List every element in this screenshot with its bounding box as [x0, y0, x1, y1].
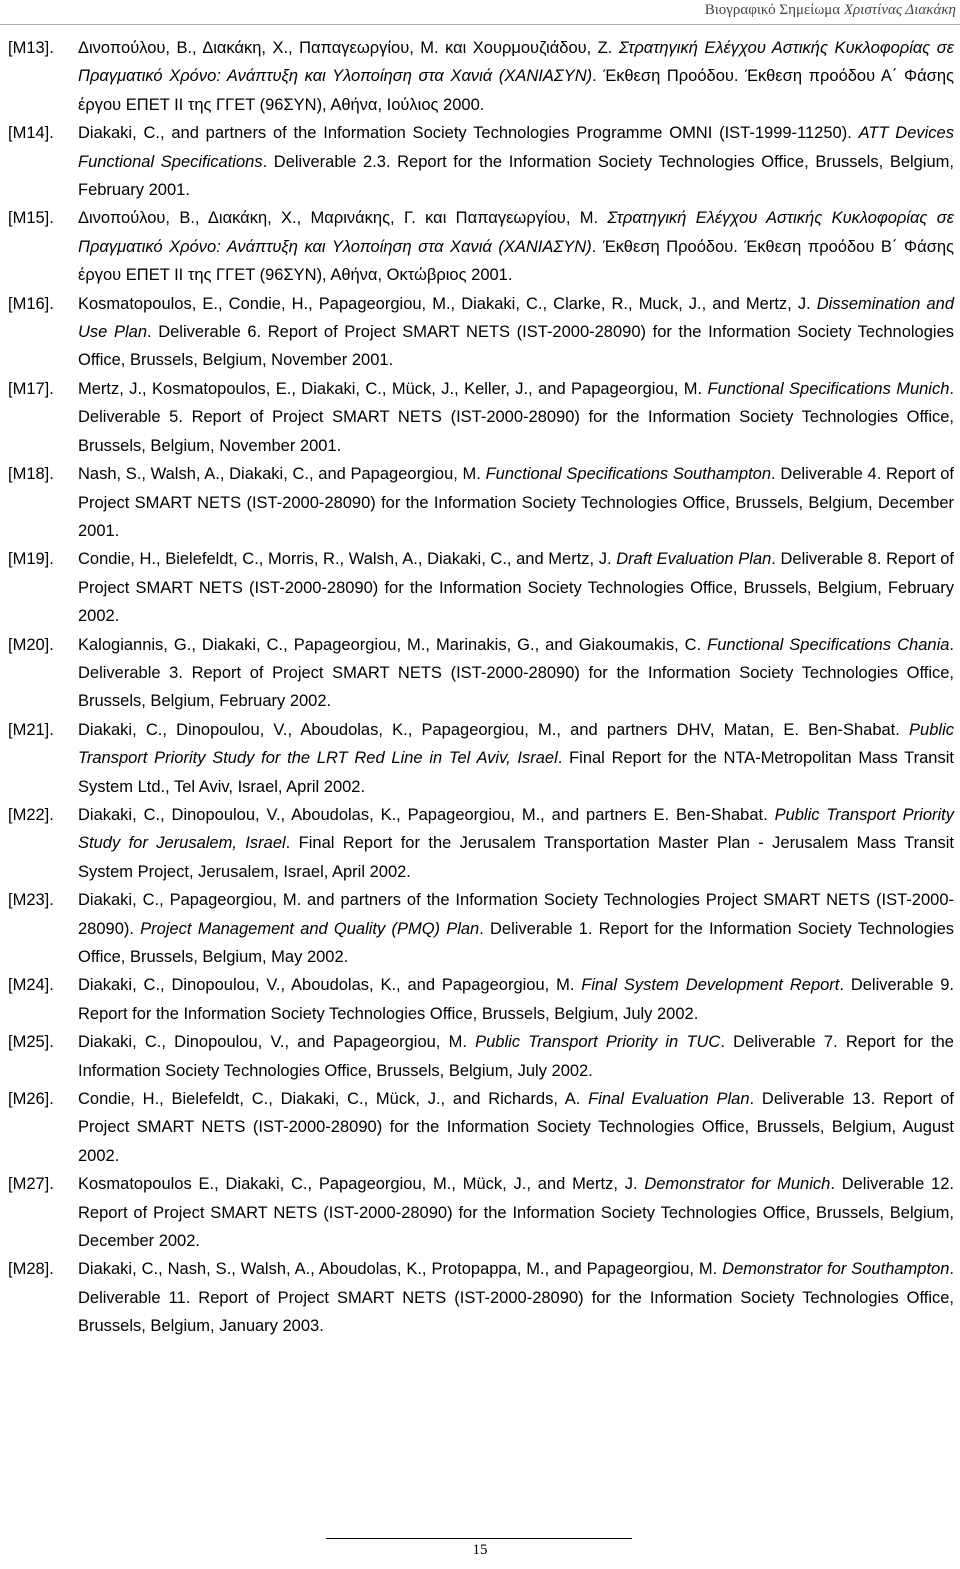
- reference-segment: . Deliverable 5. Report of Project SMART NETS (IST-2000-28090) for the Information Society Technologies Office, Brussels, Belgium, November 2001.: [78, 379, 954, 455]
- reference-label: [M26].: [8, 1090, 54, 1109]
- reference-text: [78, 204, 954, 289]
- reference-segment: . Έκθεση Προόδου. Έκθεση προόδου Β΄ Φάσης έργου ΕΠΕΤ ΙΙ της ΓΓΕΤ (96ΣΥΝ), Αθήνα, Οκτώβριος 2001.: [78, 237, 955, 285]
- reference-label: [M19].: [8, 550, 54, 569]
- reference-item: [8, 886, 954, 971]
- reference-text: [78, 34, 954, 119]
- reference-label: [M13].: [8, 39, 54, 57]
- reference-item: [8, 290, 954, 375]
- reference-segment: Diakaki, C., and partners of the Information Society Technologies Programme OMNI (IST-1999-11250).: [78, 124, 859, 143]
- reference-item: [8, 716, 954, 801]
- reference-text: [78, 716, 954, 801]
- reference-label: [M14].: [8, 124, 54, 143]
- reference-title: Final Evaluation Plan: [588, 1090, 750, 1109]
- reference-item: [8, 204, 954, 289]
- reference-label: [M24].: [8, 976, 54, 995]
- reference-text: [78, 1170, 954, 1255]
- reference-item: [8, 801, 954, 886]
- reference-text: [78, 119, 954, 204]
- reference-title: Functional Specifications Munich: [707, 379, 950, 398]
- reference-segment: Nash, S., Walsh, A., Diakaki, C., and Papageorgiou, M.: [78, 465, 486, 484]
- reference-item: [8, 119, 954, 204]
- reference-label: [M27].: [8, 1175, 54, 1194]
- reference-segment: . Deliverable 9. Report for the Information Society Technologies Office, Brussels, Belgium, July 2002.: [78, 976, 954, 1023]
- reference-item: [8, 1028, 954, 1085]
- header-plain: Βιογραφικό Σημείωμα: [704, 2, 844, 18]
- reference-segment: Diakaki, C., Nash, S., Walsh, A., Aboudolas, K., Protopappa, M., and Papageorgiou, M.: [78, 1260, 723, 1279]
- reference-item: [8, 34, 954, 119]
- reference-segment: Kalogiannis, G., Diakaki, C., Papageorgiou, M., Marinakis, G., and Giakoumakis, C.: [78, 635, 708, 654]
- reference-segment: . Final Report for the Jerusalem Transportation Master Plan - Jerusalem Mass Transit System Project, Jerusalem, Israel, April 2002.: [78, 834, 954, 881]
- header-rule: [0, 24, 960, 25]
- reference-label: [M15].: [8, 209, 54, 228]
- reference-segment: Condie, H., Bielefeldt, C., Diakaki, C., Mück, J., and Richards, A.: [78, 1090, 589, 1109]
- reference-text: [78, 460, 954, 545]
- reference-list: [8, 34, 954, 1341]
- reference-text: [78, 1028, 954, 1085]
- reference-label: [M23].: [8, 891, 54, 910]
- reference-text: [78, 971, 954, 1028]
- reference-title: ATT Devices Functional Specifications: [78, 124, 954, 171]
- reference-item: [8, 1255, 954, 1340]
- reference-text: [78, 375, 954, 460]
- reference-segment: . Deliverable 13. Report of Project SMART NETS (IST-2000-28090) for the Information Society Technologies Office, Brussels, Belgium, August 2002.: [78, 1090, 954, 1165]
- reference-segment: . Deliverable 8. Report of Project SMART NETS (IST-2000-28090) for the Information Society Technologies Office, Brussels, Belgium, February 2002.: [78, 550, 954, 626]
- reference-segment: Mertz, J., Kosmatopoulos, E., Diakaki, C., Mück, J., Keller, J., and Papageorgiou, M.: [78, 379, 708, 398]
- running-header: [705, 2, 956, 19]
- reference-segment: . Deliverable 7. Report for the Information Society Technologies Office, Brussels, Belgium, July 2002.: [78, 1033, 954, 1080]
- reference-title: Dissemination and Use Plan: [78, 294, 954, 342]
- reference-segment: . Final Report for the NTA-Metropolitan Mass Transit System Ltd., Tel Aviv, Israel, April 2002.: [78, 749, 954, 796]
- reference-text: [78, 1255, 954, 1340]
- reference-title: Demonstrator for Southampton: [722, 1260, 950, 1279]
- reference-label: [M25].: [8, 1033, 54, 1052]
- reference-segment: . Deliverable 3. Report of Project SMART NETS (IST-2000-28090) for the Information Society Technologies Office, Brussels, Belgium, February 2002.: [78, 635, 954, 711]
- reference-text: [78, 886, 954, 971]
- header-italic: Χριστίνας Διακάκη: [843, 2, 956, 18]
- footer-rule: [326, 1538, 632, 1539]
- page-number: 15: [472, 1542, 488, 1558]
- reference-label: [M17].: [8, 379, 54, 398]
- reference-text: [78, 631, 954, 716]
- reference-segment: . Deliverable 12. Report of Project SMART NETS (IST-2000-28090) for the Information Society Technologies Office, Brussels, Belgium, December 2002.: [78, 1175, 954, 1251]
- reference-segment: Kosmatopoulos, E., Condie, H., Papageorgiou, M., Diakaki, C., Clarke, R., Muck, J., and Mertz, J.: [78, 294, 817, 313]
- reference-segment: . Deliverable 2.3. Report for the Information Society Technologies Office, Brussels, Belgium, February 2001.: [78, 152, 955, 200]
- reference-segment: Diakaki, C., Dinopoulou, V., and Papageorgiou, M.: [78, 1033, 476, 1052]
- reference-title: Functional Specifications Chania: [707, 635, 950, 654]
- reference-segment: Condie, H., Bielefeldt, C., Morris, R., Walsh, A., Diakaki, C., and Mertz, J.: [78, 550, 617, 569]
- reference-item: [8, 631, 954, 716]
- reference-segment: . Έκθεση Προόδου. Έκθεση προόδου Α΄ Φάσης έργου ΕΠΕΤ ΙΙ της ΓΓΕΤ (96ΣΥΝ), Αθήνα, Ιούλιος 2000.: [78, 67, 954, 114]
- reference-segment: . Deliverable 1. Report for the Information Society Technologies Office, Brussels, Belgium, May 2002.: [78, 919, 954, 966]
- reference-text: [78, 290, 954, 375]
- reference-segment: Diakaki, C., Papageorgiou, M. and partners of the Information Society Technologies Project SMART NETS (IST-2000-28090).: [78, 891, 954, 938]
- reference-item: [8, 1170, 954, 1255]
- reference-label: [M21].: [8, 720, 54, 739]
- reference-title: Demonstrator for Munich: [644, 1175, 831, 1194]
- reference-segment: . Deliverable 4. Report of Project SMART NETS (IST-2000-28090) for the Information Society Technologies Office, Brussels, Belgium, December 2001.: [78, 465, 954, 540]
- reference-title: Public Transport Priority Study for Jerusalem, Israel: [78, 805, 954, 853]
- reference-item: [8, 1085, 954, 1170]
- reference-text: [78, 1085, 954, 1170]
- reference-text: [78, 545, 954, 630]
- reference-segment: Diakaki, C., Dinopoulou, V., Aboudolas, K., Papageorgiou, M., and partners E. Ben-Shabat.: [78, 805, 775, 824]
- reference-title: Στρατηγική Ελέγχου Αστικής Κυκλοφορίας σε Πραγματικό Χρόνο: Ανάπτυξη και Υλοποίηση στα Χανιά (ΧΑΝΙΑΣΥΝ): [78, 39, 954, 86]
- reference-segment: Kosmatopoulos E., Diakaki, C., Papageorgiou, M., Mück, J., and Mertz, J.: [78, 1175, 645, 1194]
- reference-title: Project Management and Quality (PMQ) Plan: [140, 919, 480, 938]
- reference-item: [8, 460, 954, 545]
- reference-title: Draft Evaluation Plan: [616, 550, 772, 569]
- reference-label: [M18].: [8, 465, 54, 484]
- reference-label: [M22].: [8, 805, 54, 824]
- reference-text: [78, 801, 954, 886]
- reference-label: [M16].: [8, 294, 54, 313]
- reference-title: Public Transport Priority Study for the LRT Red Line in Tel Aviv, Israel: [78, 720, 954, 768]
- reference-title: Final System Development Report: [581, 976, 840, 995]
- reference-label: [M20].: [8, 635, 54, 654]
- reference-item: [8, 971, 954, 1028]
- reference-segment: Diakaki, C., Dinopoulou, V., Aboudolas, K., and Papageorgiou, M.: [78, 976, 582, 995]
- reference-segment: Diakaki, C., Dinopoulou, V., Aboudolas, K., Papageorgiou, M., and partners DHV, Matan, E. Ben-Shabat.: [78, 720, 910, 739]
- reference-title: Public Transport Priority in TUC: [475, 1033, 721, 1052]
- reference-label: [M28].: [8, 1260, 54, 1279]
- reference-title: Functional Specifications Southampton: [485, 465, 772, 484]
- reference-segment: . Deliverable 6. Report of Project SMART NETS (IST-2000-28090) for the Information Society Technologies Office, Brussels, Belgium, November 2001.: [78, 323, 954, 370]
- reference-segment: . Deliverable 11. Report of Project SMART NETS (IST-2000-28090) for the Information Society Technologies Office, Brussels, Belgium, January 2003.: [78, 1260, 955, 1336]
- reference-item: [8, 375, 954, 460]
- reference-title: Στρατηγική Ελέγχου Αστικής Κυκλοφορίας σε Πραγματικό Χρόνο: Ανάπτυξη και Υλοποίηση στα Χανιά (ΧΑΝΙΑΣΥΝ): [78, 209, 954, 256]
- reference-segment: Δινοπούλου, Β., Διακάκη, Χ., Μαρινάκης, Γ. και Παπαγεωργίου, Μ.: [78, 209, 608, 228]
- reference-segment: Δινοπούλου, Β., Διακάκη, Χ., Παπαγεωργίου, Μ. και Χουρμουζιάδου, Ζ.: [78, 39, 619, 57]
- reference-item: [8, 545, 954, 630]
